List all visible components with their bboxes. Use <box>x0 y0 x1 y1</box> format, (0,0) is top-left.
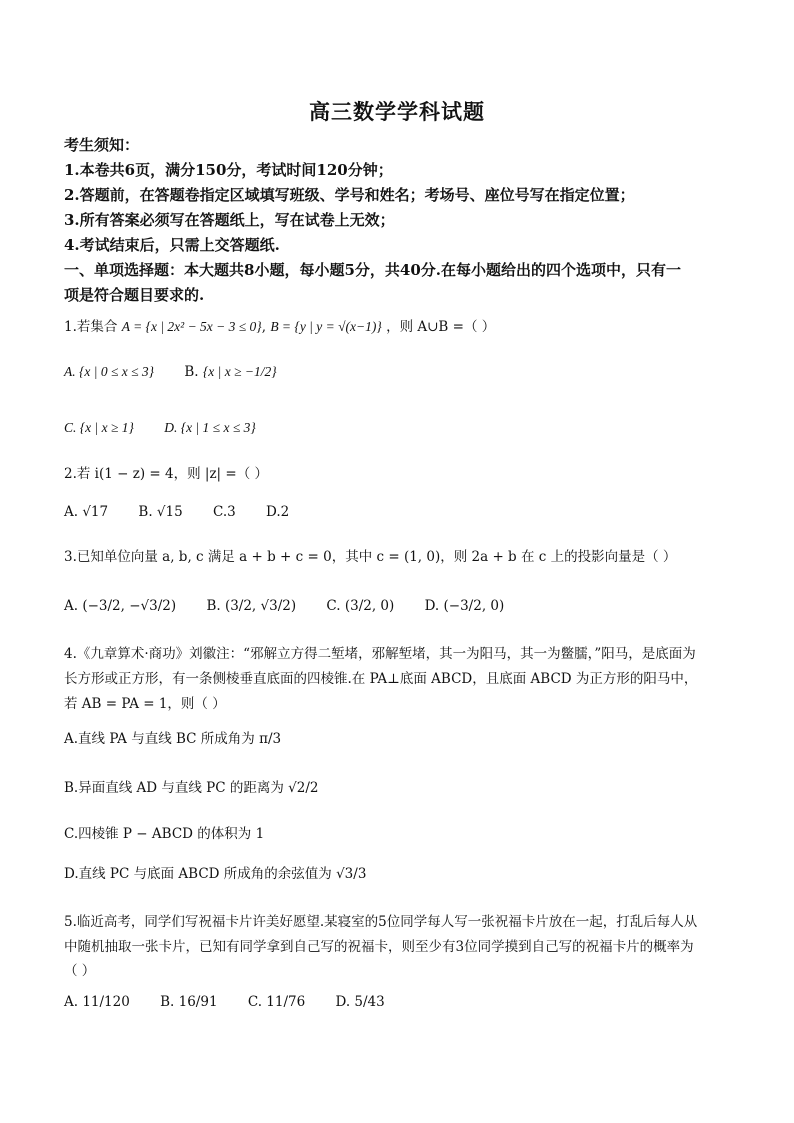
page-title: 高三数学学科试题 <box>309 99 485 124</box>
q5-option-a: A. 11/120 <box>64 994 130 1010</box>
q3-option-a: A. (−3/2, −√3/2) <box>64 598 177 614</box>
q3-option-b: B. (3/2, √3/2) <box>206 598 297 614</box>
q4-option-b: B.异面直线 AD 与直线 PC 的距离为 √2/2 <box>64 780 319 796</box>
q1-set-a: A = {x | 2x² − 5x − 3 ≤ 0} <box>121 319 262 334</box>
q2-option-d: D.2 <box>266 504 290 520</box>
question-2-options <box>64 504 315 520</box>
question-5-stem-cont: 中随机抽取一张卡片，已知有同学拿到自己写的祝福卡，则至少有3位同学摸到自己写的祝福卡片的概率为 <box>64 939 694 955</box>
question-5-stem-end: （ ） <box>64 963 96 979</box>
q5-option-d: D. 5/43 <box>335 994 385 1010</box>
q1-stem-suffix: ，则 A∪B =（ ） <box>386 319 496 335</box>
question-5-stem: 5.临近高考，同学们写祝福卡片许美好愿望.某寝室的5位同学每人写一张祝福卡片放在一起，打乱后每人从 <box>64 914 698 930</box>
q4-option-a: A.直线 PA 与直线 BC 所成角为 π/3 <box>64 731 282 747</box>
q5-option-c: C. 11/76 <box>247 994 306 1010</box>
notice-item: 4.考试结束后，只需上交答题纸. <box>64 236 280 254</box>
notice-item: 3.所有答案必须写在答题纸上，写在试卷上无效； <box>64 211 395 229</box>
q5-option-b: B. 16/91 <box>160 994 218 1010</box>
section-heading-cont: 项是符合题目要求的. <box>64 286 205 304</box>
q1-option-b-set: {x | x ≥ −1/2} <box>202 364 277 379</box>
question-3-options <box>64 598 530 614</box>
q2-option-b: B. √15 <box>138 504 183 520</box>
question-3-stem: 3.已知单位向量 a, b, c 满足 a + b + c = 0，其中 c = (1, 0)，则 2a + b 在 c 上的投影向量是（ ） <box>64 549 677 565</box>
q1-option-d: D. {x | 1 ≤ x ≤ 3} <box>164 420 256 435</box>
question-1-stem: 1.若集合 A = {x | 2x² − 5x − 3 ≤ 0}, B = {y | y = √(x−1)} ，则 A∪B =（ ） <box>64 319 496 335</box>
question-2-stem: 2.若 i(1 − z) = 4，则 |z| =（ ） <box>64 466 268 482</box>
notice-item: 2.答题前，在答题卷指定区域填写班级、学号和姓名；考场号、座位号写在指定位置； <box>64 186 635 204</box>
q3-option-d: D. (−3/2, 0) <box>424 598 505 614</box>
q2-option-c: C.3 <box>213 504 236 520</box>
q4-option-c: C.四棱锥 P − ABCD 的体积为 1 <box>64 826 265 842</box>
question-4-stem-cont: 长方形或正方形，有一条侧棱垂直底面的四棱锥.在 PA⊥底面 ABCD，且底面 ABCD 为正方形的阳马中， <box>64 671 698 687</box>
question-1-options-cd <box>64 420 282 436</box>
notice-item: 1.本卷共6页，满分150分，考试时间120分钟； <box>64 161 393 179</box>
q2-option-a: A. √17 <box>64 504 109 520</box>
q3-option-c: C. (3/2, 0) <box>326 598 395 614</box>
notice-heading: 考生须知： <box>64 136 140 154</box>
question-5-options <box>64 994 411 1010</box>
q1-set-b: B = {y | y = √(x−1)} <box>270 319 382 334</box>
q1-option-a: A. {x | 0 ≤ x ≤ 3} <box>64 364 155 379</box>
question-4-stem: 4.《九章算术·商功》刘徽注：“邪解立方得二堑堵，邪解堑堵，其一为阳马，其一为鳖臑，”阳马，是底面为 <box>64 646 696 662</box>
q1-option-c: C. {x | x ≥ 1} <box>64 420 134 435</box>
question-1-options-ab <box>64 364 277 380</box>
section-heading: 一、单项选择题：本大题共8小题，每小题5分，共40分.在每小题给出的四个选项中，只有一 <box>64 261 681 279</box>
question-4-stem-end: 若 AB = PA = 1，则（ ） <box>64 696 226 712</box>
q1-stem-prefix: 1.若集合 <box>64 319 118 335</box>
q1-option-b-label: B. <box>184 364 199 380</box>
q4-option-d: D.直线 PC 与底面 ABCD 所成角的余弦值为 √3/3 <box>64 866 367 882</box>
